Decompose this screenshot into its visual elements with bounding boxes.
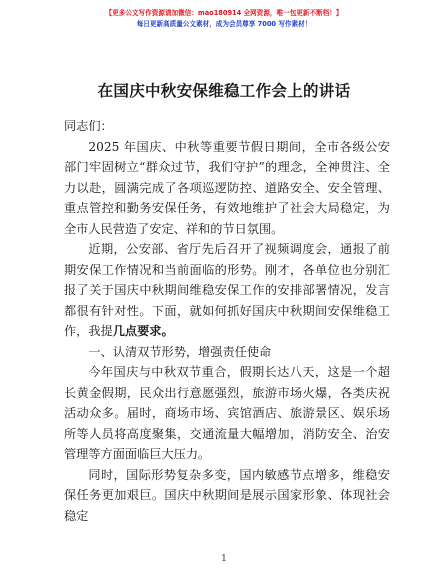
salutation: 同志们：: [64, 119, 113, 133]
paragraph-1: 2025 年国庆、中秋等重要节假日期间，全市各级公安部门牢固树立“群众过节，我们守护”的理念，全神贯注、全力以赴，圆满完成了各项巡逻防控、道路安全、安全管理、重点管控和勤务安保任务，有效地维护了社会大局稳定，为全市人民营造了安定、祥和的节日氛围。: [64, 139, 390, 236]
promo-banner-line-2: 每日更新高质量公文素材，成为会员尊享 7000 写作素材！: [136, 20, 312, 28]
document-title: 在国庆中秋安保维稳工作会上的讲话: [97, 82, 351, 100]
section-heading-1: 一、认清双节形势，增强责任使命: [88, 344, 272, 359]
paragraph-3: 今年国庆与中秋双节重合，假期长达八天，这是一个超长黄金假期，民众出行意愿强烈，旅游市场火爆，各类庆祝活动众多。届时，商场市场、宾馆酒店、旅游景区、娱乐场所等人员将高度聚集，交通流量大幅增加，消防安全、治安管理等方面面临巨大压力。: [64, 365, 390, 461]
paragraph-2-emphasis: 几点要求。: [112, 324, 174, 338]
promo-banner-line-1: 【更多公文写作资源请加微信：mao180914 全网资源，唯一包更新不断档！】: [105, 9, 343, 17]
page-number: 1: [221, 554, 227, 564]
document-body: [64, 116, 390, 526]
paragraph-4: 同时，国际形势复杂多变，国内敏感节点增多，维稳安保任务更加艰巨。国庆中秋期间是展示国家形象、体现社会稳定: [64, 467, 390, 523]
paragraph-2: [64, 239, 390, 342]
paragraph-2-text: 近期，公安部、省厅先后召开了视频调度会，通报了前期安保工作情况和当前面临的形势。刚才，各单位也分别汇报了关于国庆中秋期间维稳安保工作的安排部署情况，发言都很有针对性。下面，就如何抓好国庆中秋期间安保维稳工作，我提: [64, 242, 390, 338]
